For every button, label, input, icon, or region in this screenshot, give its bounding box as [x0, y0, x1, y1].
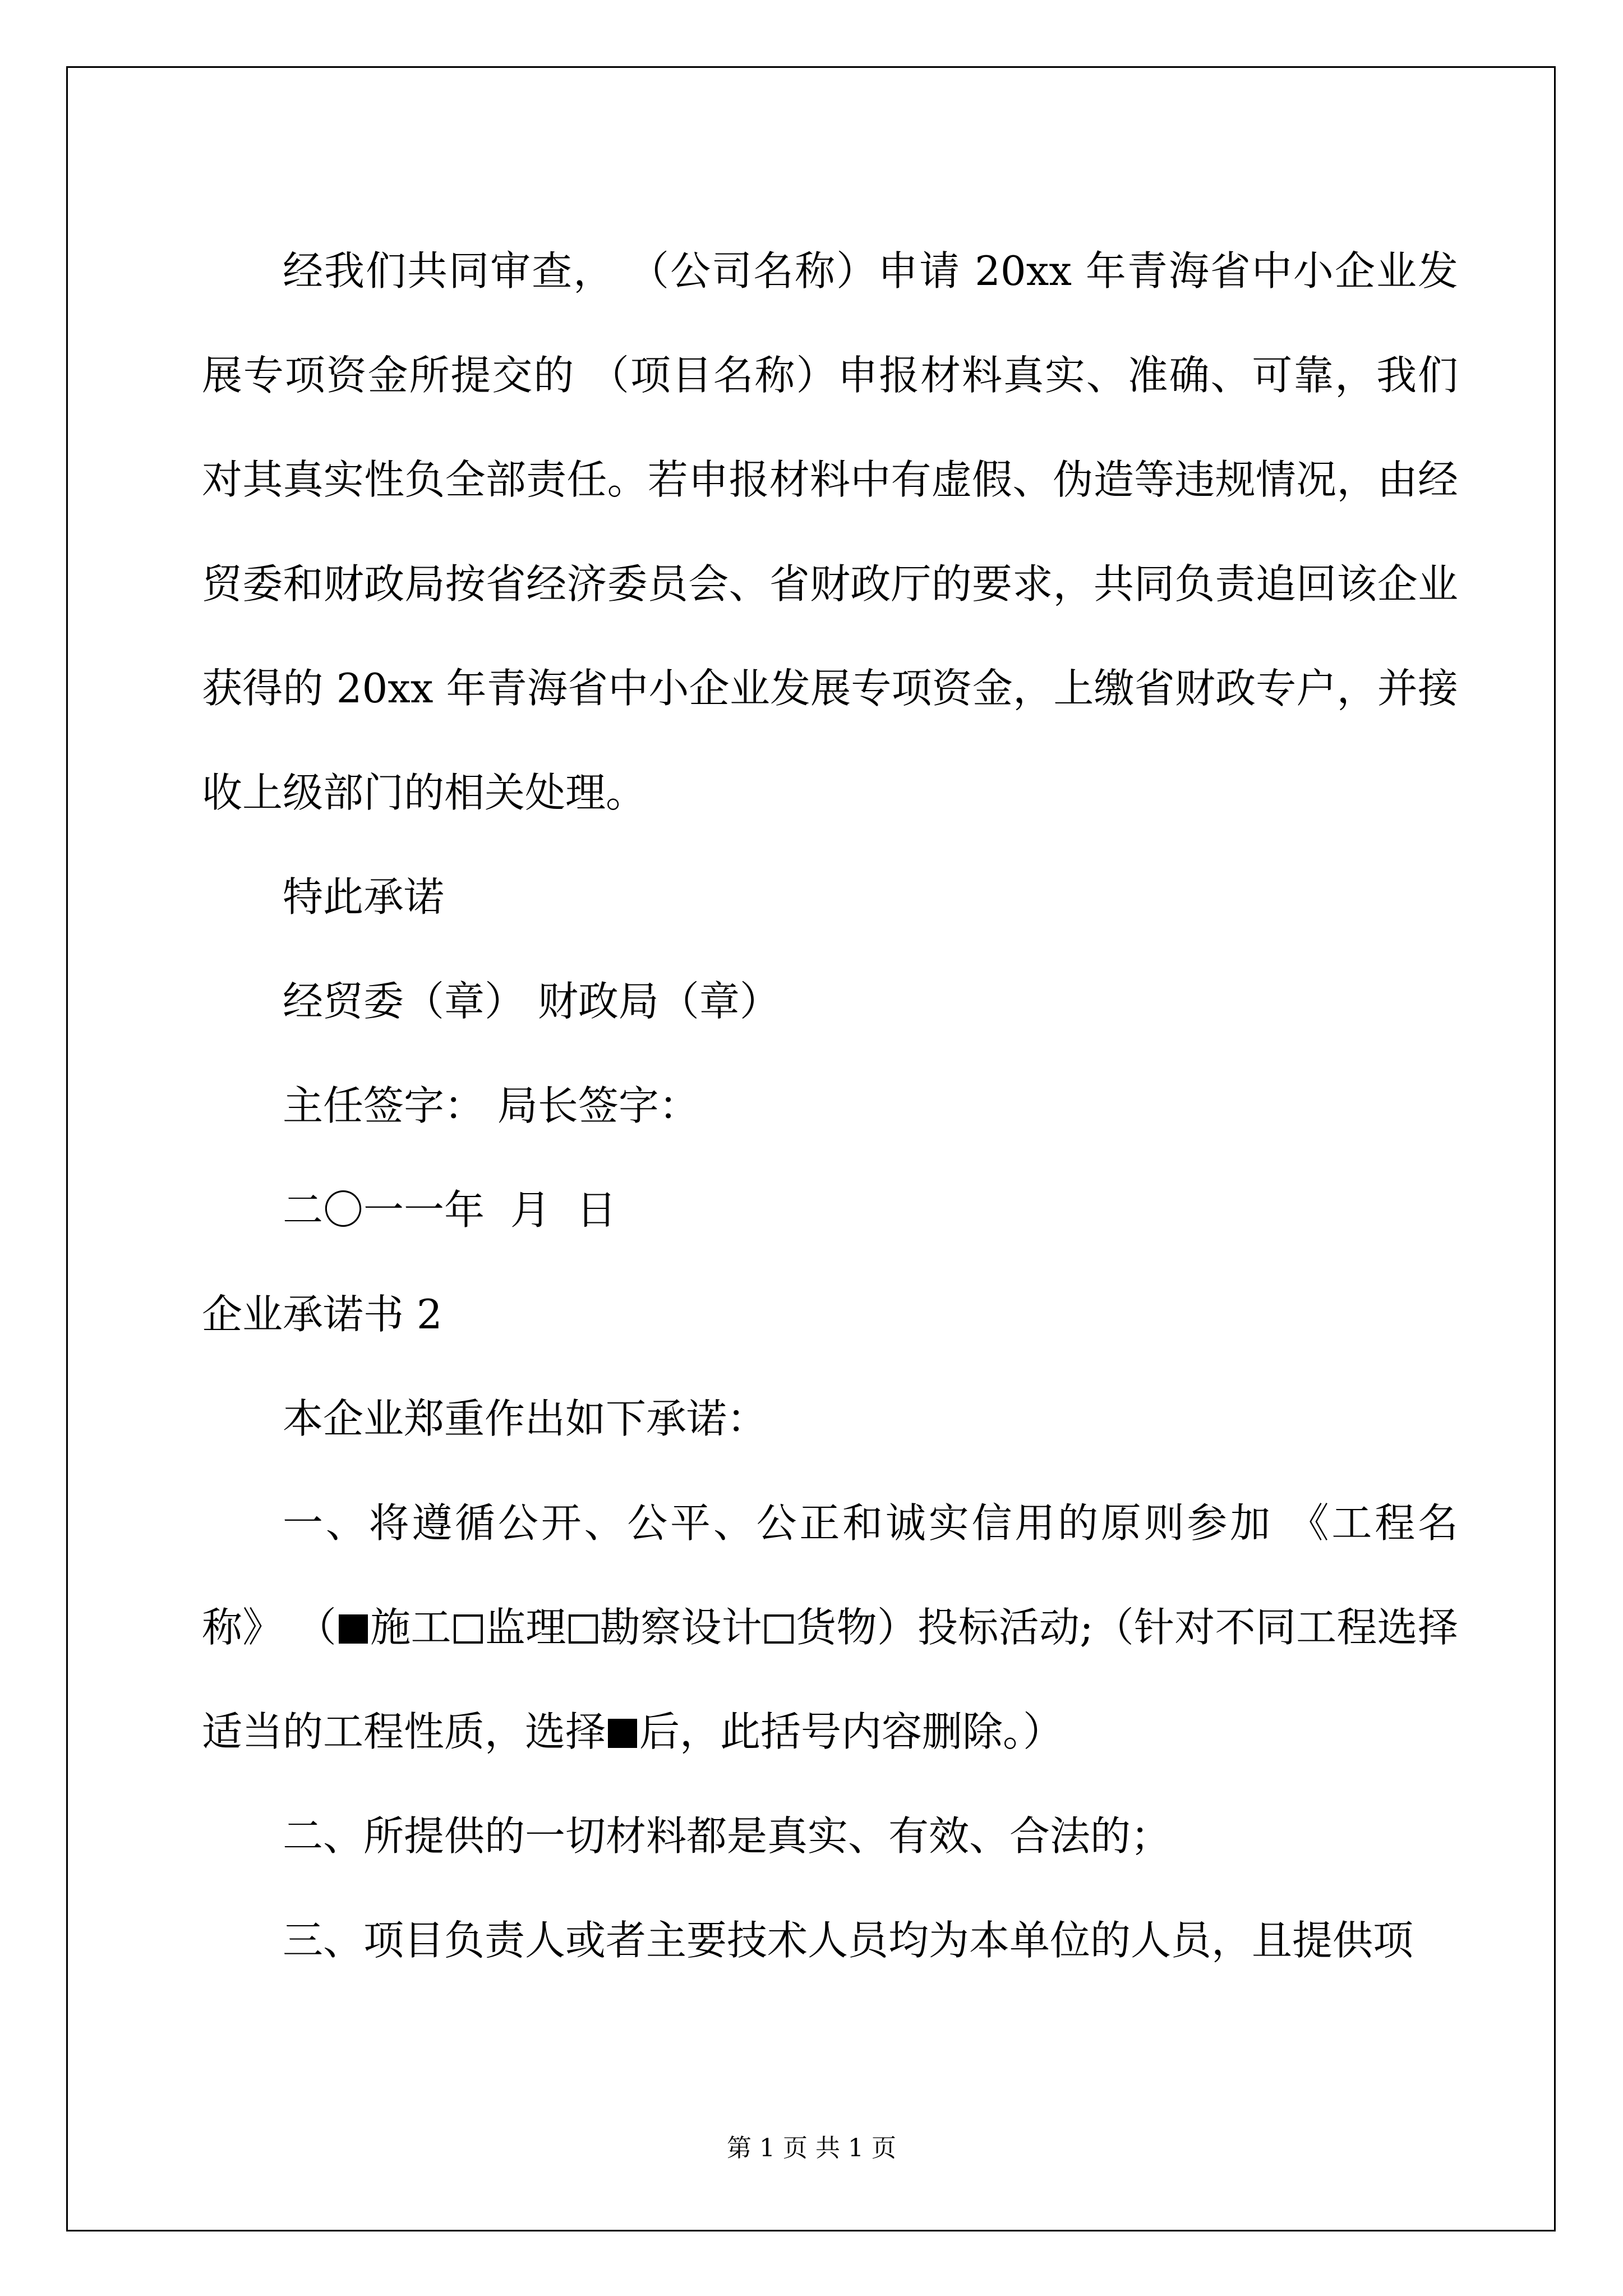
page-footer: 第 1 页 共 1 页 [727, 2134, 896, 2162]
empty-checkbox-icon [569, 1614, 598, 1644]
empty-checkbox-icon [454, 1614, 483, 1644]
item-1-option-2: 监理 [485, 1604, 566, 1651]
item-1-paragraph [202, 1471, 1458, 1784]
document-body [202, 219, 1458, 1993]
item-1-text-b: ）投标活动;（针对不同工程选择适当的工程性质，选择 [202, 1604, 1458, 1755]
special-commitment-line: 特此承诺 [283, 873, 445, 921]
item-1-text-a: 一、将遵循公开、公平、公正和诚实信用的原则参加 《工程名称》 （ [202, 1499, 1458, 1651]
signatures-line: 主任签字： 局长签字： [283, 1082, 699, 1129]
item-1-option-4: 货物 [796, 1604, 877, 1651]
seals-line: 经贸委（章） 财政局（章） [283, 978, 780, 1025]
filled-checkbox-icon [339, 1614, 368, 1644]
empty-checkbox-icon [764, 1614, 794, 1644]
item-2-line: 二、所提供的一切材料都是真实、有效、合法的； [283, 1812, 1172, 1860]
item-3-line: 三、项目负责人或者主要技术人员均为本单位的人员，且提供项 [283, 1917, 1414, 1964]
intro-line: 本企业郑重作出如下承诺： [283, 1395, 768, 1442]
paragraph-commitment-main: 经我们共同审查， （公司名称）申请 20xx 年青海省中小企业发展专项资金所提交的 （项目名称）申报材料真实、准确、可靠，我们对其真实性负全部责任。若申报材料中有虚假、伪造等违规情况，由经贸委和财政局按省经济委员会、省财政厅的要求，共同负责追回该企业获得的 20xx 年青海省中小企业发展专项资金，上缴省财政专户，并接收上级部门的相关处理。 [202, 247, 1458, 816]
section-title: 企业承诺书 2 [202, 1291, 442, 1338]
item-1-text-c: 后，此括号内容删除。） [639, 1708, 1064, 1755]
filled-checkbox-icon [608, 1719, 637, 1748]
date-line: 二〇一一年 月 日 [283, 1186, 617, 1234]
item-1-option-1: 施工 [370, 1604, 451, 1651]
item-1-option-3: 勘察设计 [600, 1604, 763, 1651]
